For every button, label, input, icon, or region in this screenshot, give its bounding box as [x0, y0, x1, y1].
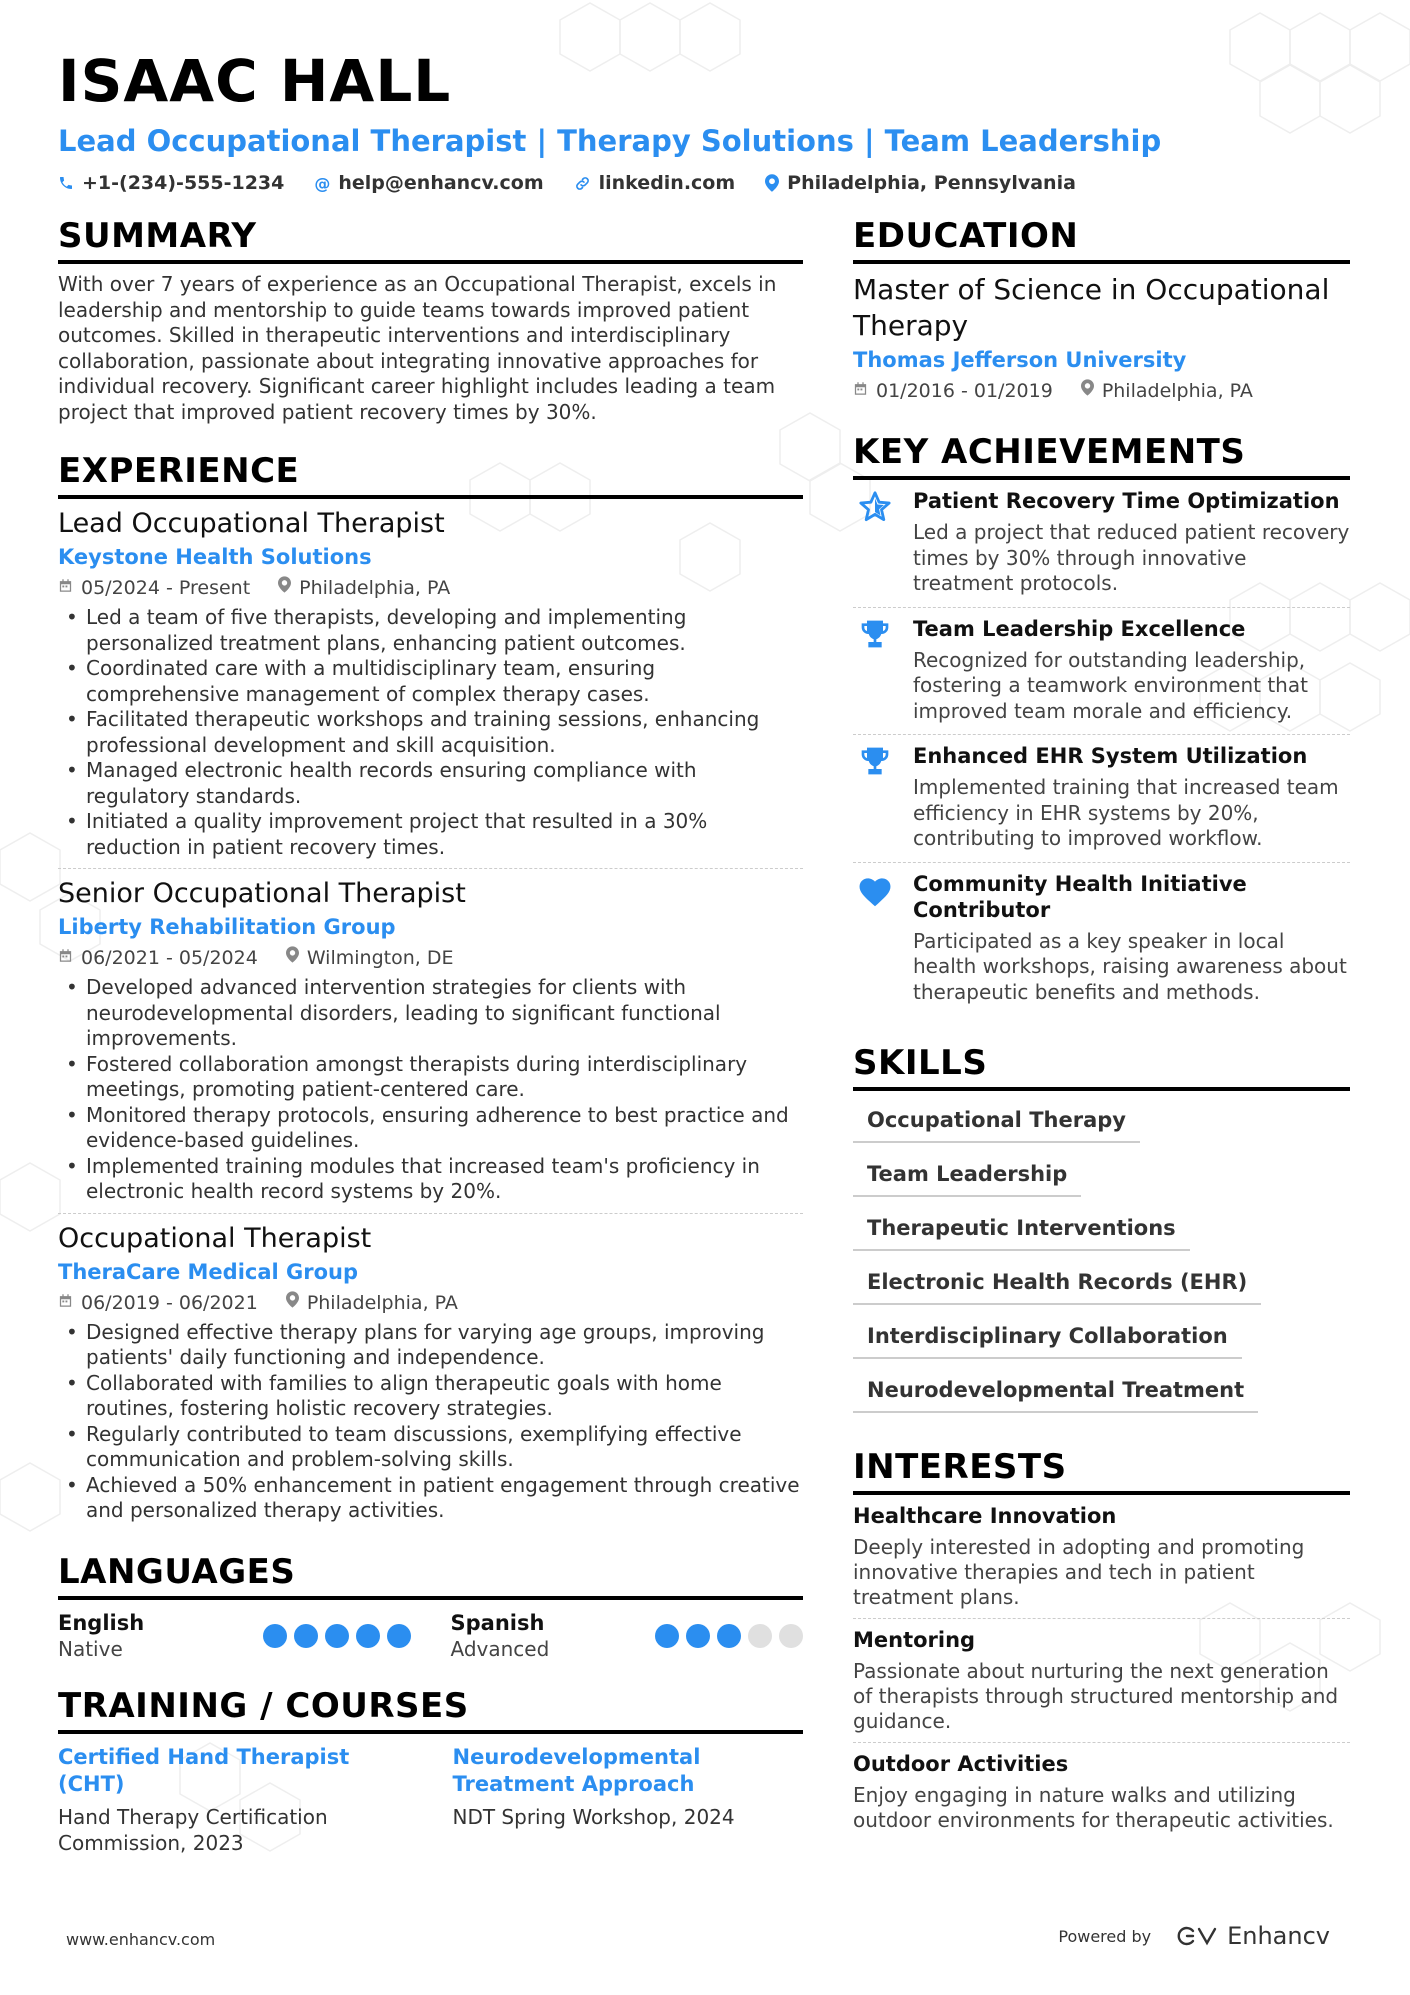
- company-name: TheraCare Medical Group: [58, 1259, 359, 1284]
- skill-tag: Team Leadership: [853, 1157, 1081, 1197]
- skill-tag: Occupational Therapy: [853, 1103, 1140, 1143]
- achievement-description: Recognized for outstanding leadership, fostering a teamwork environment that improved team morale and efficiency.: [913, 647, 1308, 723]
- language-rating: [655, 1624, 803, 1648]
- job-location-text: Philadelphia, PA: [306, 1291, 458, 1314]
- rating-dot-filled: [263, 1624, 287, 1648]
- skill-tag: Electronic Health Records (EHR): [853, 1265, 1261, 1305]
- calendar-icon: [58, 1290, 73, 1316]
- candidate-name: ISAAC HALL: [58, 47, 452, 115]
- job-dates: [58, 945, 258, 971]
- contact-linkedin[interactable]: [574, 172, 736, 194]
- degree-name: Master of Science in Occupational Therapy: [853, 273, 1330, 342]
- achievement-item: [853, 735, 1350, 863]
- job-meta: [58, 575, 803, 601]
- bullet-item: • Monitored therapy protocols, ensuring adherence to best practice and evidence-based guidelines.: [58, 1103, 803, 1154]
- trophy-icon: [853, 616, 897, 725]
- heart-icon: [853, 871, 897, 1006]
- trophy-icon: [853, 743, 897, 852]
- languages-section: [58, 1550, 803, 1662]
- bullet-item: • Regularly contributed to team discussions, exemplifying effective communication and problem-solving skills.: [58, 1422, 803, 1473]
- skill-tag: Neurodevelopmental Treatment: [853, 1373, 1258, 1413]
- summary-section: [58, 214, 803, 425]
- achievement-description: Implemented training that increased team efficiency in EHR systems by 20%, contributing to improved workflow.: [913, 775, 1339, 850]
- course-item: [453, 1744, 804, 1856]
- section-title-education: EDUCATION: [853, 214, 1350, 264]
- section-title-skills: SKILLS: [853, 1041, 1350, 1091]
- rating-dot-empty: [748, 1624, 772, 1648]
- job-title: Senior Occupational Therapist: [58, 878, 466, 909]
- interest-title: Outdoor Activities: [853, 1752, 1069, 1776]
- interest-item: [853, 1619, 1350, 1743]
- language-level: Advanced: [450, 1636, 550, 1661]
- job-entry: [58, 877, 803, 1214]
- education-location: [1081, 378, 1253, 404]
- rating-dot-filled: [325, 1624, 349, 1648]
- languages-list: [58, 1610, 803, 1662]
- rating-dot-filled: [717, 1624, 741, 1648]
- language-level: Native: [58, 1636, 123, 1661]
- job-bullets: [58, 1320, 803, 1524]
- linkedin-text: linkedin.com: [598, 172, 736, 194]
- interest-title: Healthcare Innovation: [853, 1504, 1117, 1528]
- courses-list: [58, 1744, 803, 1856]
- language-name: Spanish: [450, 1610, 545, 1635]
- skills-list: [853, 1103, 1350, 1427]
- location-text: Philadelphia, Pennsylvania: [787, 172, 1076, 194]
- location-pin-icon: [1081, 378, 1094, 404]
- bullet-item: • Implemented training modules that increased team's proficiency in electronic health record systems by 20%.: [58, 1154, 803, 1205]
- interests-section: [853, 1445, 1350, 1841]
- job-dates-text: 06/2019 - 06/2021: [81, 1291, 258, 1314]
- contact-email[interactable]: [314, 172, 543, 194]
- left-column: [58, 214, 803, 1874]
- calendar-icon: [58, 945, 73, 971]
- job-location: [286, 945, 454, 971]
- achievement-item: [853, 480, 1350, 608]
- job-location-text: Wilmington, DE: [306, 947, 454, 969]
- achievement-title: Team Leadership Excellence: [913, 616, 1246, 641]
- footer-website[interactable]: www.enhancv.com: [66, 1930, 216, 1949]
- bullet-item: • Designed effective therapy plans for varying age groups, improving patients' daily functioning and independence.: [58, 1320, 803, 1371]
- job-meta: [58, 945, 803, 971]
- skills-section: [853, 1041, 1350, 1427]
- email-text: help@enhancv.com: [338, 172, 544, 194]
- footer-branding: [1058, 1922, 1330, 1950]
- section-title-languages: LANGUAGES: [58, 1550, 803, 1600]
- interest-title: Mentoring: [853, 1628, 976, 1652]
- job-bullets: [58, 605, 803, 860]
- right-column: [853, 214, 1350, 1859]
- job-dates-text: 06/2021 - 05/2024: [81, 947, 258, 969]
- bullet-item: • Developed advanced intervention strategies for clients with neurodevelopmental disorders, leading to significant functional improvements.: [58, 975, 803, 1052]
- bullet-item: • Collaborated with families to align therapeutic goals with home routines, fostering holistic recovery strategies.: [58, 1371, 803, 1422]
- contact-location: [765, 172, 1076, 194]
- interest-item: [853, 1495, 1350, 1619]
- training-section: [58, 1684, 803, 1856]
- course-title: Certified Hand Therapist (CHT): [58, 1744, 350, 1796]
- at-icon: @: [314, 173, 331, 193]
- interest-description: Passionate about nurturing the next generation of therapists through structured mentorship and guidance.: [853, 1659, 1339, 1733]
- job-location-text: Philadelphia, PA: [299, 577, 451, 599]
- skill-tag: Therapeutic Interventions: [853, 1211, 1190, 1251]
- interest-description: Enjoy engaging in nature walks and utilizing outdoor environments for therapeutic activities.: [853, 1783, 1334, 1832]
- education-location-text: Philadelphia, PA: [1101, 380, 1253, 402]
- calendar-icon: [853, 378, 868, 404]
- bullet-item: • Led a team of five therapists, developing and implementing personalized treatment plans, enhancing patient outcomes.: [58, 605, 803, 656]
- education-dates-text: 01/2016 - 01/2019: [876, 380, 1053, 402]
- job-location: [286, 1290, 458, 1316]
- company-name: Keystone Health Solutions: [58, 545, 372, 569]
- job-meta: [58, 1290, 803, 1316]
- job-entry: [58, 1222, 803, 1532]
- star-icon: [853, 488, 897, 597]
- bullet-item: • Facilitated therapeutic workshops and training sessions, enhancing professional development and skill acquisition.: [58, 707, 803, 758]
- achievement-title: Enhanced EHR System Utilization: [913, 744, 1308, 768]
- location-pin-icon: [765, 174, 779, 192]
- rating-dot-filled: [686, 1624, 710, 1648]
- bullet-item: • Coordinated care with a multidisciplinary team, ensuring comprehensive management of complex therapy cases.: [58, 656, 803, 707]
- location-pin-icon: [286, 1290, 299, 1316]
- location-pin-icon: [286, 945, 299, 971]
- bullet-item: • Fostered collaboration amongst therapists during interdisciplinary meetings, promoting patient-centered care.: [58, 1052, 803, 1103]
- rating-dot-filled: [356, 1624, 380, 1648]
- achievements-section: [853, 430, 1350, 1015]
- rating-dot-filled: [294, 1624, 318, 1648]
- job-dates-text: 05/2024 - Present: [81, 577, 251, 599]
- phone-icon: [58, 175, 74, 191]
- job-title: Occupational Therapist: [58, 1222, 372, 1254]
- phone-text: +1-(234)-555-1234: [82, 172, 285, 194]
- section-title-interests: INTERESTS: [853, 1445, 1350, 1495]
- bullet-item: • Managed electronic health records ensuring compliance with regulatory standards.: [58, 758, 803, 809]
- interest-item: [853, 1743, 1350, 1841]
- language-item: [451, 1610, 804, 1662]
- candidate-headline: Lead Occupational Therapist | Therapy Solutions | Team Leadership: [58, 124, 1162, 158]
- bullet-item: • Achieved a 50% enhancement in patient engagement through creative and personalized therapy activities.: [58, 1473, 803, 1524]
- resume-header: [58, 46, 1352, 194]
- contact-phone[interactable]: [58, 172, 284, 194]
- experience-section: [58, 449, 803, 1532]
- section-title-training: TRAINING / COURSES: [58, 1684, 803, 1734]
- job-bullets: [58, 975, 803, 1205]
- job-dates: [58, 1290, 258, 1316]
- job-location: [278, 575, 450, 601]
- section-title-summary: SUMMARY: [58, 214, 803, 264]
- education-meta: [853, 378, 1350, 404]
- enhancv-logo[interactable]: [1173, 1922, 1330, 1950]
- language-item: [58, 1610, 411, 1662]
- job-dates: [58, 575, 250, 601]
- language-rating: [263, 1624, 411, 1648]
- course-description: Hand Therapy Certification Commission, 2023: [58, 1804, 328, 1855]
- rating-dot-filled: [655, 1624, 679, 1648]
- interest-description: Deeply interested in adopting and promoting innovative therapies and tech in patient treatment plans.: [853, 1535, 1305, 1609]
- section-title-achievements: KEY ACHIEVEMENTS: [853, 430, 1350, 480]
- calendar-icon: [58, 575, 73, 601]
- location-pin-icon: [278, 575, 291, 601]
- achievement-item: [853, 863, 1350, 1016]
- education-section: [853, 214, 1350, 404]
- section-title-experience: EXPERIENCE: [58, 449, 803, 499]
- achievement-description: Led a project that reduced patient recovery times by 30% through innovative treatment protocols.: [913, 520, 1350, 595]
- rating-dot-empty: [779, 1624, 803, 1648]
- achievement-description: Participated as a key speaker in local health workshops, raising awareness about therapeutic benefits and methods.: [913, 928, 1347, 1004]
- job-title: Lead Occupational Therapist: [58, 508, 445, 539]
- education-dates: [853, 378, 1053, 404]
- achievement-item: [853, 608, 1350, 736]
- rating-dot-filled: [387, 1624, 411, 1648]
- link-icon: [574, 175, 591, 192]
- achievement-title: Patient Recovery Time Optimization: [913, 489, 1340, 513]
- achievement-title: Community Health Initiative Contributor: [913, 871, 1247, 922]
- school-name: Thomas Jefferson University: [853, 348, 1187, 372]
- skill-tag: Interdisciplinary Collaboration: [853, 1319, 1242, 1359]
- summary-text: With over 7 years of experience as an Occupational Therapist, excels in leadership and mentorship to guide teams towards improved patient outcomes. Skilled in therapeutic interventions and interdisciplinary collaboration, passionate about integrating innovative approaches for individual recovery. Significant career highlight includes leading a team project that improved patient recovery times by 30%.: [58, 272, 777, 424]
- powered-by-text: Powered by: [1058, 1926, 1152, 1946]
- course-item: [58, 1744, 409, 1856]
- course-description: NDT Spring Workshop, 2024: [452, 1804, 735, 1829]
- course-title: Neurodevelopmental Treatment Approach: [452, 1744, 701, 1796]
- enhancv-logo-icon: [1173, 1924, 1219, 1948]
- job-entry: [58, 507, 803, 869]
- brand-name: Enhancv: [1227, 1922, 1330, 1950]
- language-name: English: [58, 1610, 145, 1635]
- company-name: Liberty Rehabilitation Group: [58, 915, 396, 939]
- bullet-item: • Initiated a quality improvement project that resulted in a 30% reduction in patient recovery times.: [58, 809, 803, 860]
- contact-bar: [58, 172, 1352, 194]
